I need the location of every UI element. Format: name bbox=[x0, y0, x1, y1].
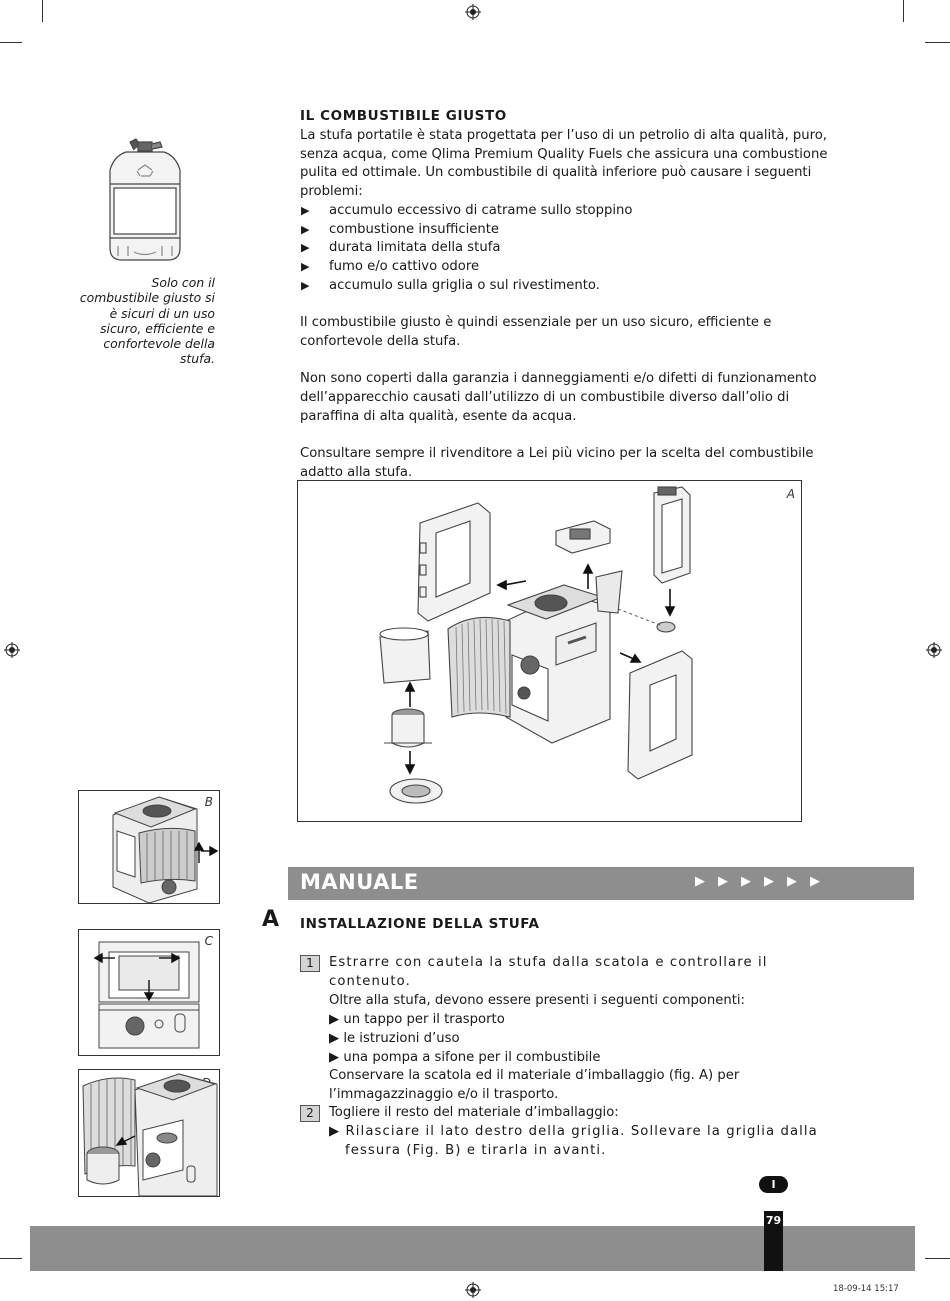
figure-b bbox=[78, 790, 220, 904]
list-item: ▶ accumulo eccessivo di catrame sullo stoppino bbox=[300, 202, 830, 221]
list-item: ▶ le istruzioni d’uso bbox=[329, 1030, 460, 1046]
figure-b-illustration bbox=[79, 791, 219, 903]
manual-title: MANUALE bbox=[300, 870, 419, 894]
crop-mark bbox=[0, 42, 22, 43]
fuel-paragraph-4: Consultare sempre il rivenditore a Lei più vicino per la scelta del combustibile adatto alla stufa. bbox=[300, 445, 814, 480]
bullet-arrow-icon: ▶ bbox=[301, 203, 310, 217]
crop-mark bbox=[925, 42, 950, 43]
registration-mark-icon bbox=[926, 642, 942, 658]
page-tab bbox=[764, 1211, 783, 1271]
registration-mark-icon bbox=[465, 1282, 481, 1298]
figure-d bbox=[78, 1069, 220, 1197]
crop-mark bbox=[0, 1258, 22, 1259]
figure-a-letter: A bbox=[786, 487, 795, 501]
exploded-heater-illustration bbox=[298, 481, 801, 821]
bullet-arrow-icon: ▶ bbox=[301, 222, 310, 236]
problem-list bbox=[300, 202, 830, 296]
canister-caption: Solo con il combustibile giusto si è sicuri di un uso sicuro, efficiente e confortevole della stufa. bbox=[79, 275, 215, 367]
print-timestamp: 18-09-14 15:17 bbox=[833, 1284, 899, 1294]
fuel-paragraph-3: Non sono coperti dalla garanzia i danneggiamenti e/o difetti di funzionamento dell’apparecchio causati dall’utilizzo di un combustibile diverso dall’olio di paraffina di alta qualità, esente da acqua. bbox=[300, 371, 817, 424]
figure-b-letter: B bbox=[204, 795, 213, 809]
figure-c bbox=[78, 929, 220, 1056]
list-item: ▶ combustione insufficiente bbox=[300, 221, 830, 240]
registration-mark-icon bbox=[4, 642, 20, 658]
registration-mark-icon bbox=[465, 4, 481, 20]
list-item: ▶ Rilasciare il lato destro della griglia. Sollevare la griglia dalla fessura (Fig. B) e tirarla in avanti. bbox=[329, 1123, 818, 1158]
step-number-2: 2 bbox=[300, 1105, 320, 1122]
figure-a bbox=[297, 480, 802, 822]
figure-c-letter: C bbox=[204, 934, 213, 948]
figure-c-illustration bbox=[79, 930, 219, 1055]
crop-mark bbox=[42, 0, 43, 22]
step-2-text bbox=[329, 1104, 831, 1161]
crop-mark bbox=[903, 0, 904, 22]
step-number-1: 1 bbox=[300, 955, 320, 972]
page-number: 79 bbox=[765, 1214, 782, 1227]
step-2-intro: Togliere il resto del materiale d’imballaggio: bbox=[329, 1105, 619, 1120]
bullet-arrow-icon: ▶ bbox=[301, 278, 310, 292]
fuel-paragraph-2: Il combustibile giusto è quindi essenziale per un uso sicuro, efficiente e confortevole della stufa. bbox=[300, 315, 772, 349]
language-badge: I bbox=[759, 1176, 788, 1193]
bullet-arrow-icon: ▶ bbox=[301, 259, 310, 273]
step-1-intro-line-2: Oltre alla stufa, devono essere presenti i seguenti componenti: bbox=[329, 992, 745, 1008]
fuel-canister-illustration bbox=[104, 136, 186, 264]
fuel-heading: IL COMBUSTIBILE GIUSTO bbox=[300, 108, 507, 124]
step-1-outro: Conservare la scatola ed il materiale d’imballaggio (fig. A) per l’immagazzinaggio e/o il trasporto. bbox=[329, 1068, 740, 1103]
bullet-arrow-icon: ▶ bbox=[301, 241, 310, 255]
list-item: ▶ un tappo per il trasporto bbox=[329, 1011, 505, 1027]
list-item: ▶ fumo e/o cattivo odore bbox=[300, 258, 830, 277]
fuel-text-block bbox=[300, 127, 830, 482]
fuel-intro: La stufa portatile è stata progettata per l’uso di un petrolio di alta qualità, puro, senza acqua, come Qlima Premium Quality Fuels che assicura una combustione pulita ed ottimale. Un combustibile di qualità inferiore può causare i seguenti problemi: bbox=[300, 128, 828, 200]
list-item: ▶ accumulo sulla griglia o sul rivestimento. bbox=[300, 277, 830, 296]
installation-title: INSTALLAZIONE DELLA STUFA bbox=[300, 916, 540, 932]
figure-d-illustration bbox=[79, 1070, 219, 1196]
manual-banner bbox=[288, 867, 914, 900]
crop-mark bbox=[925, 1258, 950, 1259]
section-letter: A bbox=[262, 907, 280, 932]
step-1-intro-line-1: Estrarre con cautela la stufa dalla scatola e controllare il contenuto. bbox=[329, 955, 768, 989]
step-1-text bbox=[329, 954, 831, 1105]
list-item: ▶ una pompa a sifone per il combustibile bbox=[329, 1049, 601, 1065]
manual-arrows: ▶▶▶▶▶▶ bbox=[695, 874, 833, 889]
list-item: ▶ durata limitata della stufa bbox=[300, 239, 830, 258]
